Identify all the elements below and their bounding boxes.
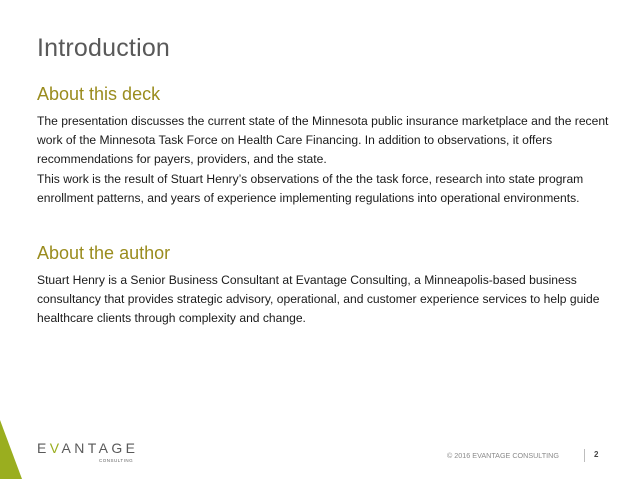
deck-paragraph-2: This work is the result of Stuart Henry’s observations of the the task force, research into state program enrollment patterns, and years of experience implementing regulations into operational environments. (37, 172, 584, 205)
deck-paragraph-1: The presentation discusses the current state of the Minnesota public insurance marketplace and the recent work of the Minnesota Task Force on Health Care Financing. In addition to observations, it offers recommendations for payers, providers, and the state. (37, 114, 609, 166)
section-heading-about-deck: About this deck (37, 84, 161, 104)
corner-accent-triangle (0, 420, 22, 479)
logo-letter-v: V (49, 440, 62, 456)
footer-divider (584, 449, 585, 462)
logo-letters-rest: ANTAGE (61, 440, 139, 456)
author-paragraph: Stuart Henry is a Senior Business Consultant at Evantage Consulting, a Minneapolis-based business consultancy that provides strategic advisory, operational, and customer experience services to help guide healthcare clients through complexity and change. (37, 273, 600, 325)
evantage-logo (37, 440, 139, 463)
footer-copyright: © 2016 EVANTAGE CONSULTING (447, 451, 559, 460)
slide-title: Introduction (37, 34, 171, 62)
logo-letter-e: E (37, 440, 50, 456)
logo-wordmark (37, 441, 138, 455)
section-heading-about-author: About the author (37, 243, 171, 263)
page-number: 2 (594, 450, 599, 459)
logo-subtitle: CONSULTING (99, 458, 134, 463)
